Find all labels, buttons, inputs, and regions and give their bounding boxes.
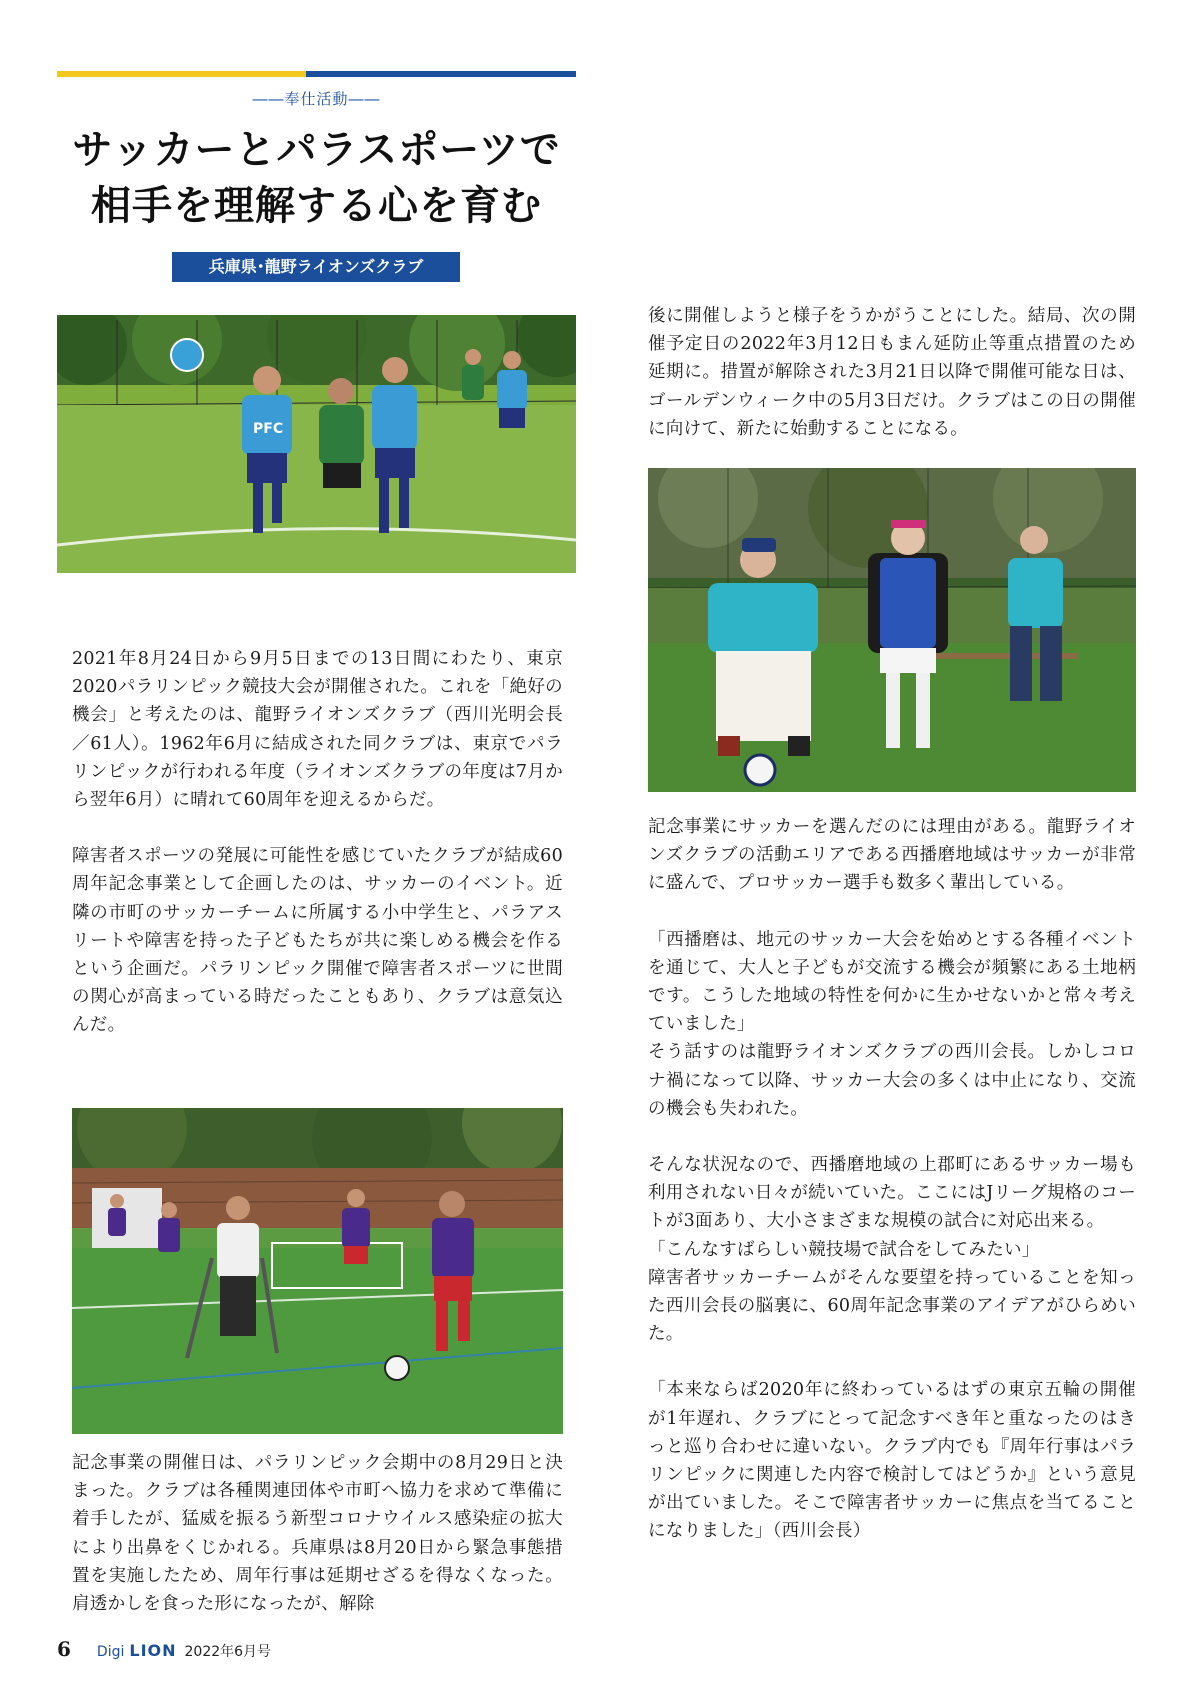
- accent-bar-yellow: [57, 71, 306, 77]
- page-footer: [57, 1637, 271, 1661]
- photo-kids-soccer: [57, 315, 576, 573]
- title-line-1: サッカーとパラスポーツで: [72, 126, 561, 173]
- right-column-top-text: [648, 302, 1136, 443]
- paragraph: 「西播磨は、地元のサッカー大会を始めとする各種イベントを通じて、大人と子どもが交流する機会が頻繁にある土地柄です。こうした地域の特性を何かに生かせないかと常々考えていました」 そう話すのは龍野ライオンズクラブの西川会長。しかしコロナ禍になって以降、サッカー大会の多くは中止になり、交流の機会も失われた。: [648, 929, 1136, 1119]
- top-accent-bar: [57, 71, 576, 77]
- photo-lions-members-soccer: [648, 468, 1136, 792]
- brand-prefix: Digi: [96, 1644, 125, 1660]
- photo-para-athlete-crutches: [72, 1108, 563, 1434]
- paragraph: 「本来ならば2020年に終わっているはずの東京五輪の開催が1年遅れ、クラブにとって記念すべき年と重なったのはきっと巡り合わせに違いない。クラブ内でも『周年行事はパラリンピックに関連した内容で検討してはどうか』という意見が出ていました。そこで障害者サッカーに焦点を当てることになりました」（西川会長）: [648, 1380, 1136, 1542]
- left-column-bottom-text: [72, 1449, 563, 1618]
- title-line-2: 相手を理解する心を育む: [91, 182, 542, 229]
- article-title: [57, 122, 576, 234]
- section-label: ――奉仕活動――: [252, 90, 381, 108]
- photo1-jersey-text: PFC: [253, 421, 284, 437]
- issue-date: 2022年6月号: [184, 1644, 272, 1660]
- accent-bar-blue: [306, 71, 576, 77]
- paragraph: 障害者スポーツの発展に可能性を感じていたクラブが結成60周年記念事業として企画したのは、サッカーのイベント。近隣の市町のサッカーチームに所属する小中学生と、パラアスリートや障害を持った子どもたちが共に楽しめる機会を作るという企画だ。パラリンピック開催で障害者スポーツに世間の関心が高まっている時だったこともあり、クラブは意気込んだ。: [72, 846, 563, 1036]
- paragraph: そんな状況なので、西播磨地域の上郡町にあるサッカー場も利用されない日々が続いていた。ここにはJリーグ規格のコートが3面あり、大小さまざまな規模の試合に対応出来る。 「こんなすばらしい競技場で試合をしてみたい」 障害者サッカーチームがそんな要望を持っていることを知った西川会長の脳裏に、60周年記念事業のアイデアがひらめいた。: [648, 1155, 1136, 1345]
- club-name-badge: 兵庫県･龍野ライオンズクラブ: [172, 252, 460, 282]
- left-column-top-text: [72, 645, 563, 1040]
- right-column-bottom-text: [648, 813, 1136, 1546]
- paragraph: 記念事業にサッカーを選んだのには理由がある。龍野ライオンズクラブの活動エリアである西播磨地域はサッカーが非常に盛んで、プロサッカー選手も数多く輩出している。: [648, 817, 1136, 894]
- paragraph: 後に開催しようと様子をうかがうことにした。結局、次の開催予定日の2022年3月12日もまん延防止等重点措置のため延期に。措置が解除された3月21日以降で開催可能な日は、ゴールデンウィーク中の5月3日だけ。クラブはこの日の開催に向けて、新たに始動することになる。: [648, 306, 1136, 439]
- page-number: 6: [57, 1637, 71, 1661]
- paragraph: 記念事業の開催日は、パラリンピック会期中の8月29日と決まった。クラブは各種関連団体や市町へ協力を求めて準備に着手したが、猛威を振るう新型コロナウイルス感染症の拡大により出鼻をくじかれる。兵庫県は8月20日から緊急事態措置を実施したため、周年行事は延期せざるを得なくなった。肩透かしを食った形になったが、解除: [72, 1453, 563, 1615]
- brand-name: LION: [129, 1641, 177, 1660]
- paragraph: 2021年8月24日から9月5日までの13日間にわたり、東京2020パラリンピック競技大会が開催された。これを「絶好の機会」と考えたのは、龍野ライオンズクラブ（西川光明会長／61人）。1962年6月に結成された同クラブは、東京でパラリンピックが行われる年度（ライオンズクラブの年度は7月から翌年6月）に晴れて60周年を迎えるからだ。: [72, 649, 563, 811]
